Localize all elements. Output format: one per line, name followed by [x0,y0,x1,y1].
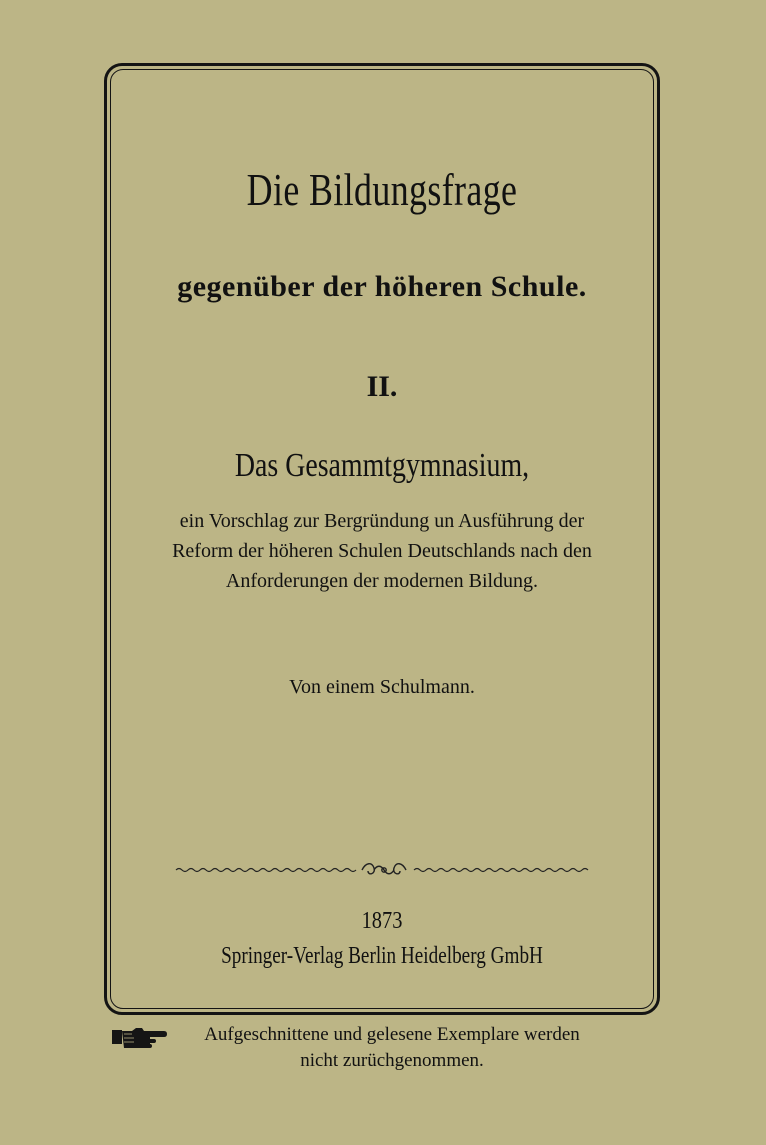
description [104,506,660,596]
description-line: Anforderungen der modernen Bildung. [225,570,539,592]
description-line: ein Vorschlag zur Bergründung un Ausführung der [179,510,585,532]
return-notice [172,1022,612,1074]
work-title: Das Gesammtgymnasium, [234,447,530,484]
publisher: Springer-Verlag Berlin Heidelberg GmbH [221,943,543,969]
notice-line: Aufgeschnittene und gelesene Exemplare werden [204,1024,580,1045]
notice-line: nicht zurüchgenommen. [300,1050,484,1071]
description-line: Reform der höheren Schulen Deutschlands nach den [172,540,592,562]
wavy-rule-ornament-icon [174,858,594,882]
author-line: Von einem Schulmann. [289,676,475,698]
book-subtitle: gegenüber der höheren Schule. [177,270,587,303]
book-title: Die Bildungsfrage [246,164,518,215]
pointing-hand-icon [110,1024,168,1050]
volume-number: II. [366,370,398,403]
publication-year: 1873 [361,908,403,934]
